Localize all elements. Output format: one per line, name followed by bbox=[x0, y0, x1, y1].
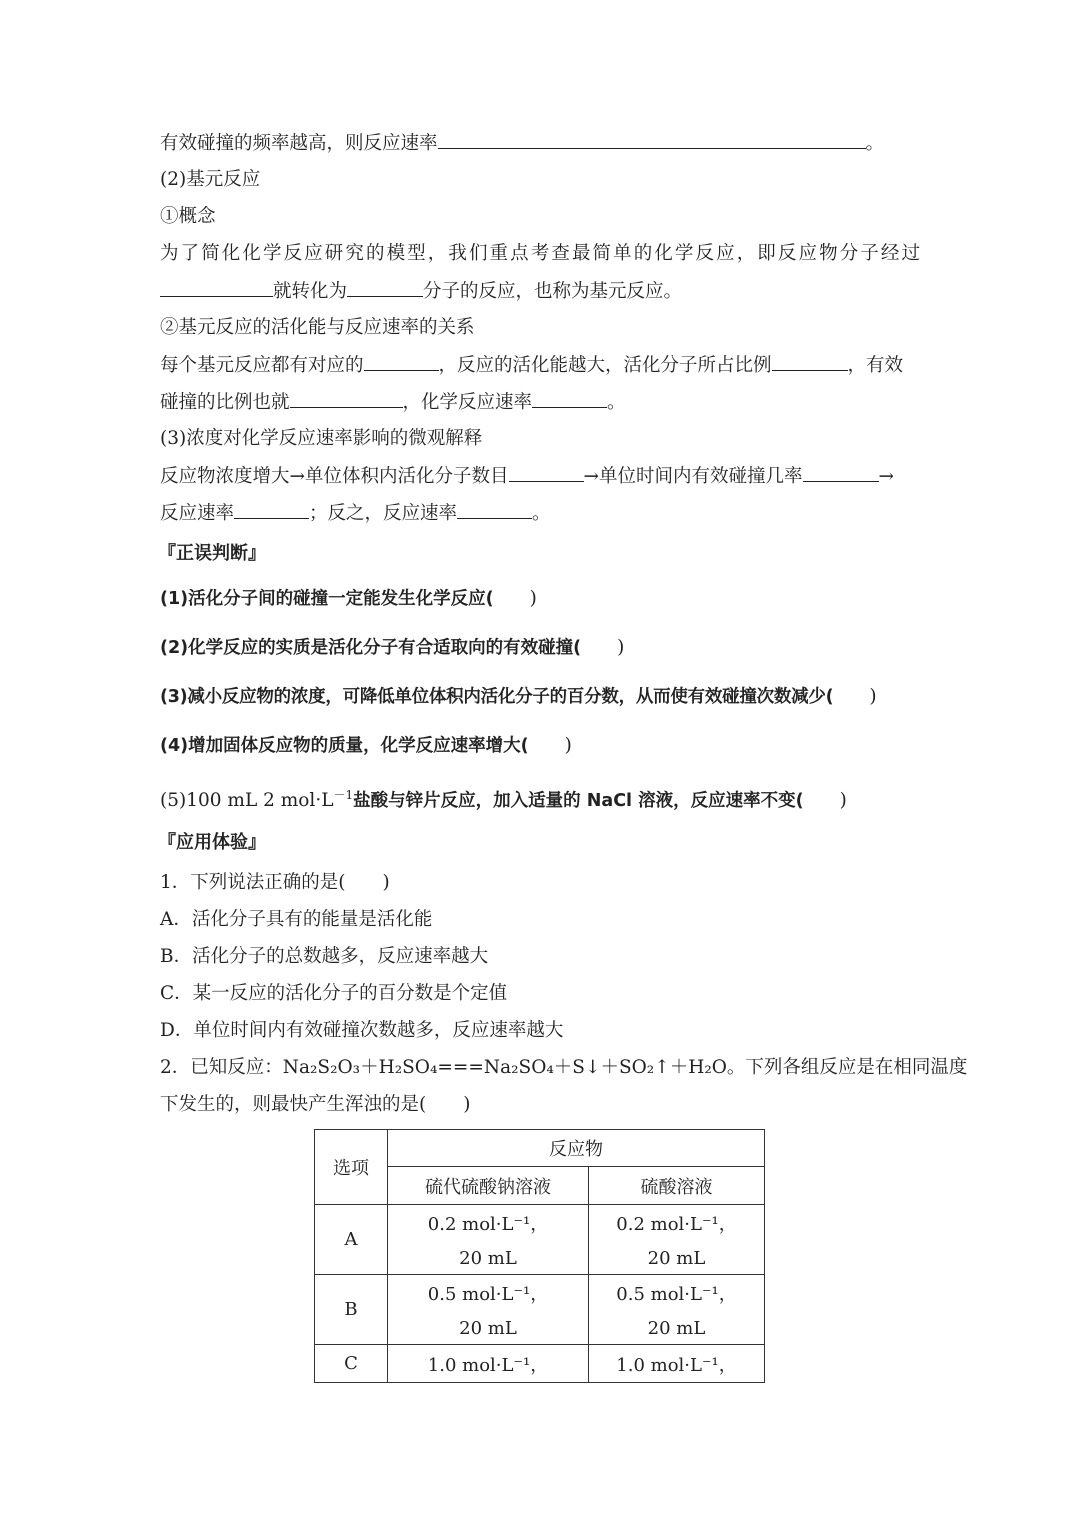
fill-blank[interactable] bbox=[160, 279, 273, 297]
judge-item: (3)减小反应物的浓度，可降低单位体积内活化分子的百分数，从而使有效碰撞次数减少( ) bbox=[160, 686, 877, 707]
fill-blank[interactable] bbox=[803, 464, 879, 482]
subheading-concentration: (3)浓度对化学反应速率影响的微观解释 bbox=[160, 428, 483, 449]
row-option: B bbox=[315, 1275, 388, 1345]
text-line: 有效碰撞的频率越高，则反应速率 。 bbox=[160, 133, 885, 154]
fill-blank[interactable] bbox=[347, 279, 423, 297]
header-thiosulfate: 硫代硫酸钠溶液 bbox=[388, 1167, 589, 1205]
fill-blank[interactable] bbox=[234, 501, 309, 519]
reactant-table bbox=[314, 1129, 765, 1383]
text-line: 每个基元反应都有对应的 ，反应的活化能越大，活化分子所占比例 ，有效 bbox=[160, 355, 904, 376]
fill-blank[interactable] bbox=[509, 464, 584, 482]
option-c[interactable]: C．某一反应的活化分子的百分数是个定值 bbox=[160, 983, 508, 1004]
question-2-cont: 下发生的，则最快产生浑浊的是( ) bbox=[160, 1094, 471, 1115]
header-option: 选项 bbox=[315, 1130, 388, 1205]
table-cell: 1.0 mol·L⁻¹， bbox=[388, 1345, 589, 1383]
text-line: 反应速率 ；反之，反应速率 。 bbox=[160, 503, 551, 524]
row-option: C bbox=[315, 1345, 388, 1383]
judge-item: (4)增加固体反应物的质量，化学反应速率增大( ) bbox=[160, 735, 572, 756]
option-b[interactable]: B．活化分子的总数越多，反应速率越大 bbox=[160, 946, 489, 967]
table-row bbox=[315, 1205, 765, 1275]
question-2: 2．已知反应：Na₂S₂O₃＋H₂SO₄===Na₂SO₄＋S↓＋SO₂↑＋H₂O。下列各组反应是在相同温度 bbox=[160, 1057, 968, 1078]
fill-blank[interactable] bbox=[772, 353, 848, 371]
option-a[interactable]: A．活化分子具有的能量是活化能 bbox=[160, 909, 433, 930]
header-sulfuric-acid: 硫酸溶液 bbox=[589, 1167, 765, 1205]
fill-blank[interactable] bbox=[457, 501, 532, 519]
section-heading-application: 『应用体验』 bbox=[158, 832, 266, 853]
text-line: 碰撞的比例也就 ，化学反应速率 。 bbox=[160, 392, 626, 413]
text-line: 反应物浓度增大→单位体积内活化分子数目 →单位时间内有效碰撞几率 → bbox=[160, 466, 895, 487]
table-row bbox=[315, 1275, 765, 1345]
fill-blank[interactable] bbox=[438, 131, 866, 149]
header-reactant: 反应物 bbox=[388, 1130, 765, 1167]
section-heading-judgement: 『正误判断』 bbox=[158, 543, 266, 564]
subheading-concept: ①概念 bbox=[160, 206, 216, 227]
table-cell: 0.2 mol·L⁻¹， 20 mL bbox=[589, 1205, 765, 1275]
table-cell: 0.2 mol·L⁻¹， 20 mL bbox=[388, 1205, 589, 1275]
table-cell: 0.5 mol·L⁻¹， 20 mL bbox=[589, 1275, 765, 1345]
fill-blank[interactable] bbox=[532, 390, 607, 408]
judge-item: (1)活化分子间的碰撞一定能发生化学反应( ) bbox=[160, 588, 537, 609]
table-row bbox=[315, 1345, 765, 1383]
text-line: 就转化为 分子的反应，也称为基元反应。 bbox=[160, 279, 682, 304]
judge-item: (5)100 mL 2 $mol\cdot L^{-1}$盐酸与锌片反应，加入适量的 NaCl 溶液，反应速率不变( ) bbox=[160, 788, 847, 812]
fill-blank[interactable] bbox=[290, 390, 403, 408]
fill-blank[interactable] bbox=[364, 353, 439, 371]
table-cell: 1.0 mol·L⁻¹， bbox=[589, 1345, 765, 1383]
judge-item: (2)化学反应的实质是活化分子有合适取向的有效碰撞( ) bbox=[160, 637, 625, 658]
subheading-elementary-reaction: (2)基元反应 bbox=[160, 169, 261, 190]
text-line: 为了简化化学反应研究的模型，我们重点考查最简单的化学反应，即反应物分子经过 bbox=[160, 243, 920, 264]
option-d[interactable]: D．单位时间内有效碰撞次数越多，反应速率越大 bbox=[160, 1020, 564, 1041]
subheading-activation-energy: ②基元反应的活化能与反应速率的关系 bbox=[160, 317, 475, 338]
question-1: 1．下列说法正确的是( ) bbox=[160, 872, 390, 893]
table-cell: 0.5 mol·L⁻¹， 20 mL bbox=[388, 1275, 589, 1345]
row-option: A bbox=[315, 1205, 388, 1275]
